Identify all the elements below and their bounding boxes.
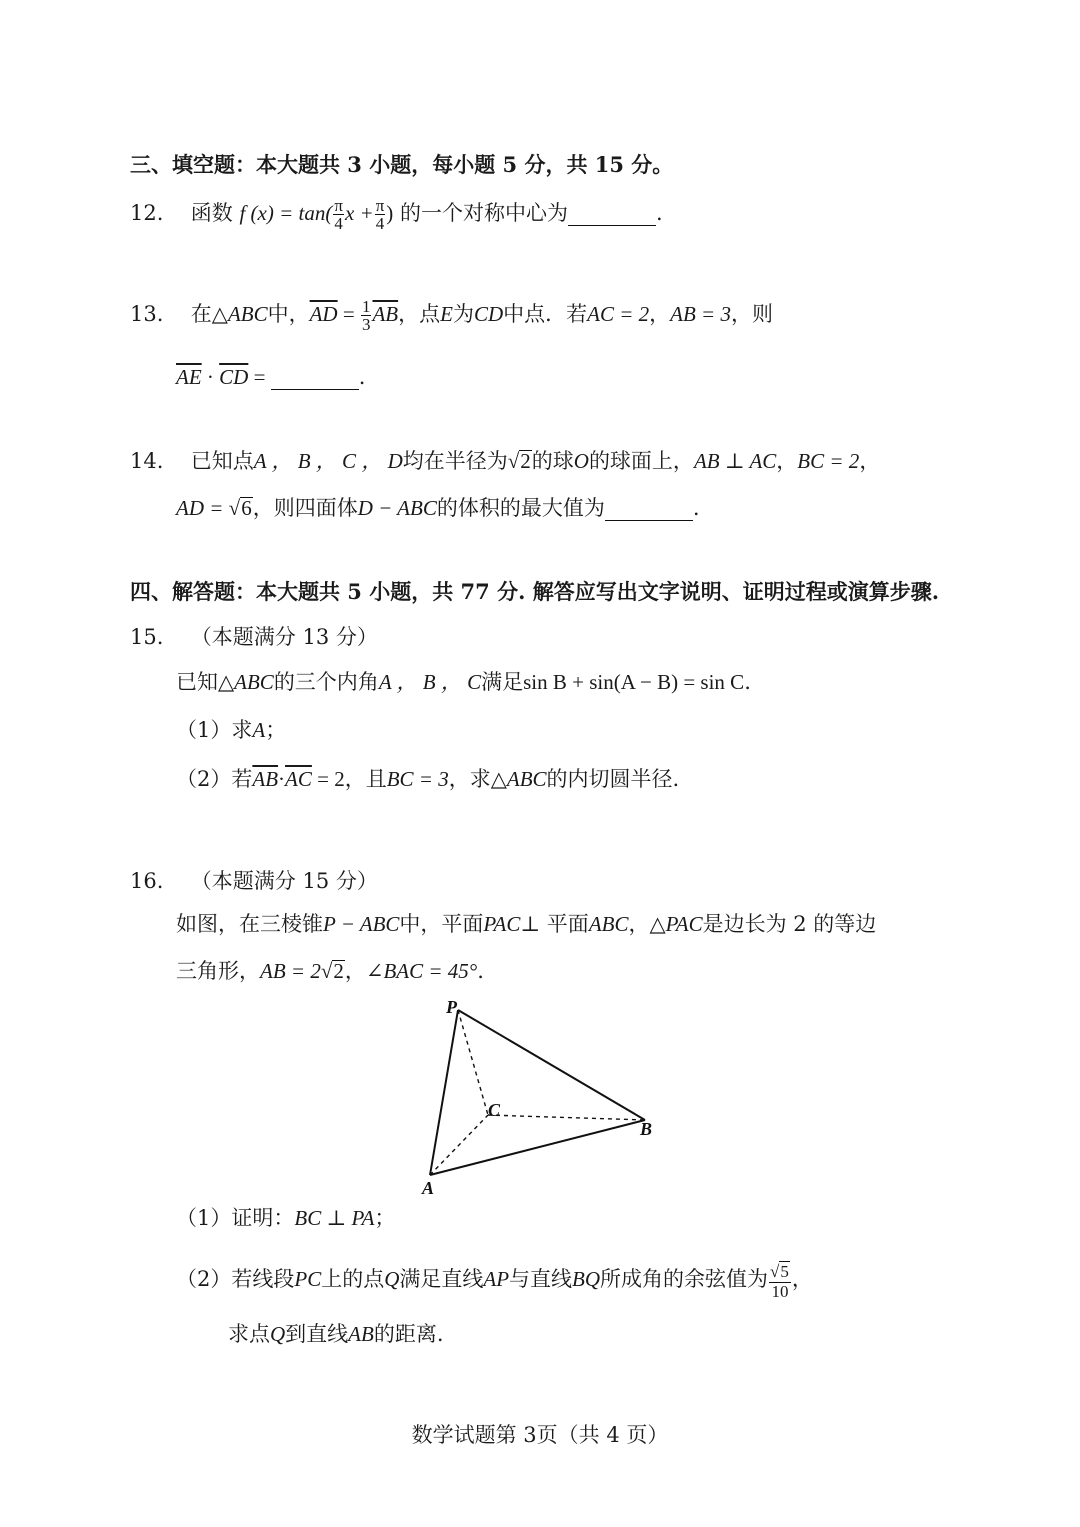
q15-vec-ab: $\overline{AB}$ <box>252 767 279 791</box>
q16-p2-label: （2）若线段 <box>176 1267 295 1291</box>
q15-p1-var: A <box>252 718 266 742</box>
q14-l1d: 的球面上， <box>588 449 694 473</box>
question-13 <box>130 298 773 333</box>
q15-angles: A ， B ， C <box>378 670 482 694</box>
q16-l2a: 三角形， <box>176 959 260 983</box>
q14-ad: AD = <box>176 496 229 520</box>
q13-prefix: 在△ <box>190 302 228 326</box>
q16-stem-line-2 <box>176 956 484 986</box>
q12-end: . <box>655 201 663 225</box>
q12-prefix: 函数 <box>190 201 233 225</box>
q12-close: ) <box>386 201 394 225</box>
q16-p2-b: 满足直线 <box>399 1267 484 1291</box>
q16-l1d: ， <box>628 912 650 936</box>
q16-pac: PAC <box>483 912 521 936</box>
q12-number: 12. <box>130 201 164 225</box>
q16-p2-q: Q <box>384 1267 400 1291</box>
q14-l1c: 的球 <box>531 449 574 473</box>
q13-ab3: AB = 3 <box>670 302 731 326</box>
q15-number: 15. <box>130 625 164 649</box>
q13-comma: ， <box>649 302 671 326</box>
label-b: B <box>640 1119 653 1139</box>
section-3-heading: 三、填空题：本大题共 3 小题，每小题 5 分，共 15 分。 <box>130 152 674 177</box>
q14-number: 14. <box>130 449 164 473</box>
q16-p2-l2q: Q <box>270 1322 286 1346</box>
q16-stem-line-1 <box>176 909 876 939</box>
q12-func: f (x) = tan( <box>239 201 333 225</box>
q13-vec-cd: $\overline{CD}$ <box>219 365 249 389</box>
question-12 <box>130 197 663 232</box>
q15-part-1 <box>176 715 286 745</box>
q16-part-1 <box>176 1203 395 1233</box>
q15-p2-end: 的内切圆半径. <box>546 767 680 791</box>
q16-p2-c: 与直线 <box>509 1267 573 1291</box>
q13-e: E <box>440 302 453 326</box>
label-a: A <box>422 1178 435 1198</box>
q15-p1-end: ； <box>265 718 287 742</box>
q16-part-2 <box>176 1261 813 1300</box>
q14-tet: D − ABC <box>357 496 437 520</box>
q15-tri: △ABC <box>218 670 274 694</box>
edge-pb <box>458 1010 645 1120</box>
label-c: C <box>488 1100 501 1120</box>
section-4-heading: 四、解答题：本大题共 5 小题，共 77 分. 解答应写出文字说明、证明过程或演算步骤. <box>130 579 940 604</box>
sqrt-icon: √ <box>320 959 333 983</box>
q16-tri: △PAC <box>649 912 703 936</box>
q16-part-2-line-2 <box>228 1319 444 1349</box>
q15-score: （本题满分 13 分） <box>190 625 378 649</box>
q13-eq2: = <box>248 365 271 389</box>
sqrt-icon: √ <box>770 1262 780 1281</box>
q13-dot: · <box>201 365 220 389</box>
q15-p2-label: （2）若 <box>176 767 253 791</box>
q16-l2c: . <box>477 959 484 983</box>
q12-frac-2: $\frac{\pi}{4}$ <box>375 196 385 233</box>
q14-l1b: 均在半径为 <box>402 449 508 473</box>
q14-points: A ， B ， C ， D <box>253 449 403 473</box>
q16-p2-a: 上的点 <box>321 1267 385 1291</box>
q13-ze: ，则 <box>730 302 773 326</box>
question-13-line-2 <box>176 362 365 392</box>
q15-part-2: （2）若$\overline{AB}\cdot\overline{AC} = 2$，且BC = 3，求△ABC的内切圆半径. <box>176 767 680 791</box>
q16-p1-expr: BC ⊥ PA <box>294 1206 375 1230</box>
q14-bc: BC = 2 <box>797 449 860 473</box>
q15-p2-c: ，求 <box>448 767 491 791</box>
q16-p2-pc: PC <box>294 1267 322 1291</box>
q16-p2-bq: BQ <box>572 1267 601 1291</box>
q16-cos-frac: $\frac{√5}{10}$ <box>770 1262 789 1301</box>
question-14: 14. 已知点A ， B ， C ， D均在半径为√2的球O的球面上，AB ⊥ AC，BC = 2， <box>130 449 881 473</box>
q13-mid3: 中点．若 <box>503 302 588 326</box>
pyramid-figure <box>400 990 680 1200</box>
q14-perp: AB ⊥ AC <box>693 449 777 473</box>
edge-cb-hidden <box>488 1115 645 1120</box>
question-16 <box>130 866 378 896</box>
question-14-line-2 <box>176 493 700 523</box>
q14-end: . <box>692 496 700 520</box>
q16-pyr: P − ABC <box>323 912 400 936</box>
q13-ac2: AC = 2 <box>587 302 650 326</box>
q13-mid: ，点 <box>398 302 441 326</box>
q15-stem-end: . <box>744 670 751 694</box>
q13-cd: CD <box>473 302 504 326</box>
q16-p2-l2a: 求点 <box>228 1322 270 1346</box>
q14-radius: 2 <box>520 449 531 473</box>
q16-p2-d: 所成角的余弦值为 <box>600 1267 769 1291</box>
q15-p2-tri: △ABC <box>490 767 547 791</box>
q13-number: 13. <box>130 302 164 326</box>
q16-p1-label: （1）证明： <box>176 1206 295 1230</box>
question-15 <box>130 622 378 652</box>
q16-two: 2 <box>333 959 344 983</box>
q16-ab: AB = 2 <box>260 959 321 983</box>
q15-vec-ac: $\overline{AC}$ <box>285 767 312 791</box>
q13-vec-ae: $\overline{AE}$ <box>176 365 202 389</box>
q16-number: 16. <box>130 869 164 893</box>
q16-score: （本题满分 15 分） <box>190 869 378 893</box>
q13-eq: = <box>337 302 360 326</box>
q16-l1a: 如图，在三棱锥 <box>176 912 323 936</box>
q16-p2-l2c: 的距离. <box>373 1322 444 1346</box>
q14-l2b: 的体积的最大值为 <box>436 496 605 520</box>
q13-zhong: 中， <box>267 302 310 326</box>
q15-stem-b: 的三个内角 <box>273 670 379 694</box>
q15-p2-eq: = 2 <box>311 767 345 791</box>
q14-answer-blank[interactable] <box>605 500 693 521</box>
q15-stem-c: 满足 <box>481 670 524 694</box>
q16-l1b: 中，平面 <box>399 912 484 936</box>
q16-p2-l2b: 到直线 <box>285 1322 349 1346</box>
q12-x-plus: x + <box>344 201 374 225</box>
q12-frac-1: $\frac{\pi}{4}$ <box>334 196 343 233</box>
q16-angle: ∠BAC = 45° <box>365 959 478 983</box>
sqrt-icon: √ <box>228 496 241 520</box>
q16-p2-l2ab: AB <box>348 1322 374 1346</box>
q13-frac: $\frac{1}{3}$ <box>361 297 371 334</box>
edge-ab <box>430 1120 645 1175</box>
q16-p2-ap: AP <box>483 1267 510 1291</box>
q16-l2b: ， <box>344 959 366 983</box>
q16-abc: ABC <box>588 912 629 936</box>
q16-p2-end: ， <box>791 1267 813 1291</box>
q16-l1e: 是边长为 2 的等边 <box>702 912 877 936</box>
q14-l2a: ，则四面体 <box>252 496 358 520</box>
sqrt-icon: √ <box>507 449 520 473</box>
label-p: P <box>446 997 457 1017</box>
q14-l1a: 已知点 <box>190 449 254 473</box>
q15-stem-a: 已知 <box>176 670 218 694</box>
q14-six: 6 <box>241 496 252 520</box>
q16-l1c: ⊥ 平面 <box>520 912 589 936</box>
q13-mid2: 为 <box>452 302 474 326</box>
q14-o: O <box>573 449 589 473</box>
q13-vec-ad: $\overline{AD}$ <box>309 302 338 326</box>
page-footer: 数学试题第 3页（共 4 页） <box>411 1423 669 1447</box>
q12-answer-blank[interactable] <box>568 205 656 226</box>
q15-p2-b: ，且 <box>344 767 387 791</box>
q12-suffix: 的一个对称中心为 <box>399 201 568 225</box>
q13-answer-blank[interactable] <box>271 369 359 390</box>
q13-abc: ABC <box>227 302 268 326</box>
q15-p1-label: （1）求 <box>176 718 253 742</box>
q15-p2-bc: BC = 3 <box>386 767 449 791</box>
q13-vec-ab: $\overline{AB}$ <box>372 302 399 326</box>
q15-stem <box>176 667 751 697</box>
q15-eqn: sin B + sin(A − B) = sin C <box>523 670 745 694</box>
q13-end: . <box>358 365 366 389</box>
q16-p1-end: ； <box>374 1206 396 1230</box>
